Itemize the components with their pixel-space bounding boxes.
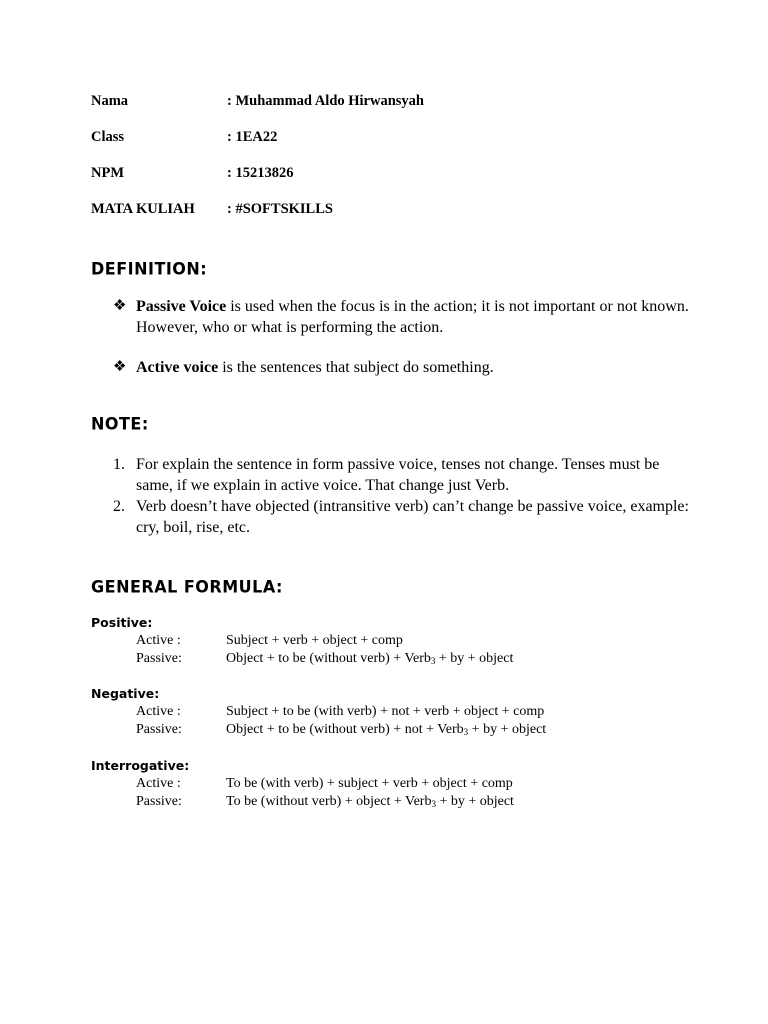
formula-label: Active : [136,704,181,719]
formula-label: Passive: [136,794,182,809]
info-label: MATA KULIAH [91,201,195,217]
note-number: 1. [113,456,125,473]
formula-label: Passive: [136,651,182,666]
info-label: Class [91,129,125,145]
formula-text: To be (without verb) + object + Verb$_3$ + by + object [226,794,514,809]
note-item [113,454,693,496]
formula-text: Subject + to be (with verb) + not + verb + object + comp [226,704,545,719]
formula-label: Active : [136,633,181,648]
diamond-bullet-icon: ❖ [113,359,127,375]
diamond-bullet-icon: ❖ [113,298,127,314]
formula-label: Passive: [136,722,182,737]
definition-heading: DEFINITION: [91,258,208,279]
info-value: : #SOFTSKILLS [227,201,333,217]
formula-text: To be (with verb) + subject + verb + object + comp [226,776,513,791]
definition-text: is used when the focus is in the action; it is not important or not known. However, who or what is performing the action. [136,298,689,336]
definition-item-passive [113,296,693,338]
definition-item-active [113,357,693,378]
formula-heading: GENERAL FORMULA: [91,576,283,597]
info-value: : 15213826 [227,165,294,181]
formula-text: Object + to be (without verb) + not + Verb$_3$ + by + object [226,722,547,737]
info-value: : Muhammad Aldo Hirwansyah [227,93,424,109]
formula-group-title-positive: Positive: [91,615,153,630]
info-value: : 1EA22 [227,129,278,145]
info-label: NPM [91,165,125,181]
note-text: For explain the sentence in form passive voice, tenses not change. Tenses must be same, if we explain in active voice. That change just Verb. [136,456,660,494]
definition-term: Active voice [136,359,219,376]
formula-text: Object + to be (without verb) + Verb$_3$ + by + object [226,651,514,666]
formula-text: Subject + verb + object + comp [226,633,403,648]
formula-group-title-negative: Negative: [91,686,160,701]
definition-text: is the sentences that subject do something. [218,359,494,376]
formula-group-title-interrogative: Interrogative: [91,758,190,773]
note-number: 2. [113,498,125,515]
definition-term: Passive Voice [136,298,227,315]
formula-label: Active : [136,776,181,791]
note-heading: NOTE: [91,413,149,434]
note-item [113,496,693,538]
note-text: Verb doesn’t have objected (intransitive verb) can’t change be passive voice, example: cry, boil, rise, etc. [136,498,689,536]
info-label: Nama [91,93,129,109]
